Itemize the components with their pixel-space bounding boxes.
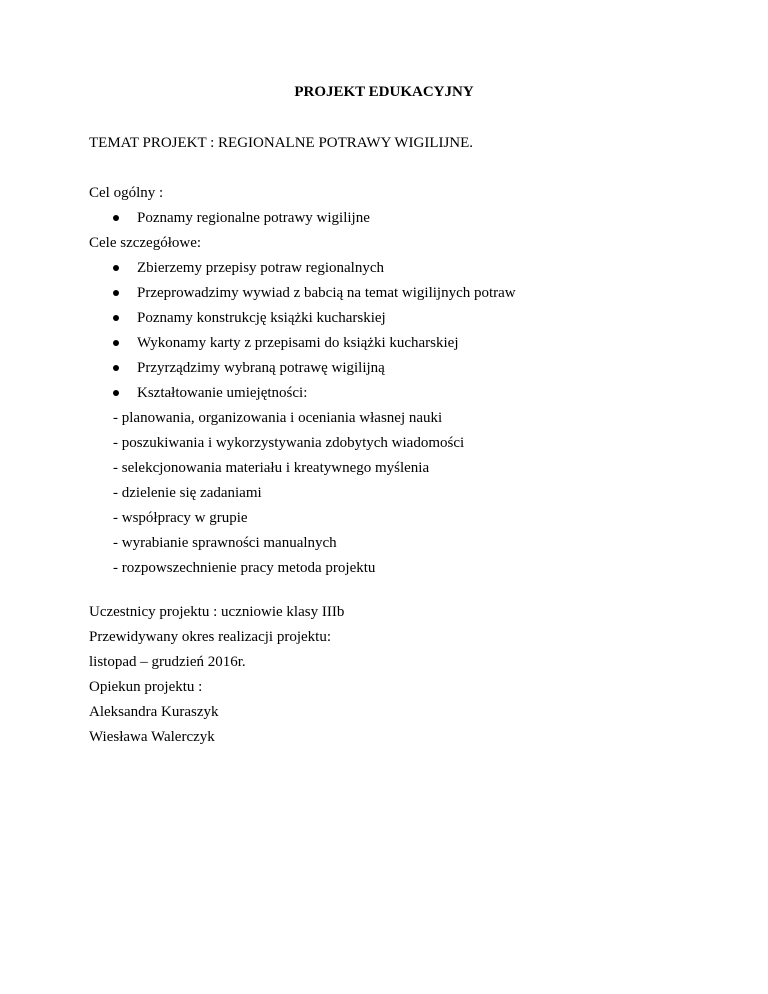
bullet-icon bbox=[113, 215, 119, 221]
project-topic: TEMAT PROJEKT : REGIONALNE POTRAWY WIGILIJNE. bbox=[89, 135, 474, 151]
participants: Uczestnicy projektu : uczniowie klasy IIIb bbox=[89, 604, 345, 620]
skill-item: - dzielenie się zadaniami bbox=[113, 485, 262, 501]
skill-item: - selekcjonowania materiału i kreatywnego myślenia bbox=[113, 460, 430, 476]
bullet-icon bbox=[113, 340, 119, 346]
bullet-icon bbox=[113, 365, 119, 371]
skill-item: - poszukiwania i wykorzystywania zdobytych wiadomości bbox=[113, 435, 465, 451]
bullet-icon bbox=[113, 290, 119, 296]
skill-item: - współpracy w grupie bbox=[113, 510, 248, 526]
general-goal-label: Cel ogólny : bbox=[89, 185, 164, 201]
document-page: PROJEKT EDUKACYJNY TEMAT PROJEKT : REGIONALNE POTRAWY WIGILIJNE. Cel ogólny : Poznamy regionalne potrawy wigilijne Cele szczegółowe: Zbierzemy przepisy potraw regionalnych Przeprowadzimy wywiad z babcią na temat wigilijnych potraw Poznamy konstrukcję książki kucharskiej Wykonamy karty z przepisami do książki kucharskiej Przyrządzimy wybraną potrawę wigilijną Kształtowanie umiejętności: - planowania, organizowania i oceniania własnej nauki - poszukiwania i wykorzystywania zdobytych wiadomości - selekcjonowania materiału i kreatywnego myślenia - dzielenie się zadaniami - współpracy w grupie - wyrabianie sprawności manualnych - rozpowszechnienie pracy metoda projektu Uczestnicy projektu : uczniowie klasy IIIb Przewidywany okres realizacji projektu: listopad – grudzień 2016r. Opiekun projektu : Aleksandra Kuraszyk Wiesława Walerczyk bbox=[0, 0, 768, 994]
skill-item: - rozpowszechnienie pracy metoda projektu bbox=[113, 560, 376, 576]
bullet-icon bbox=[113, 265, 119, 271]
bullet-icon bbox=[113, 315, 119, 321]
supervisor-name: Aleksandra Kuraszyk bbox=[89, 704, 219, 720]
supervisor-label: Opiekun projektu : bbox=[89, 679, 203, 695]
document-title: PROJEKT EDUKACYJNY bbox=[294, 84, 474, 100]
skill-item: - wyrabianie sprawności manualnych bbox=[113, 535, 337, 551]
period-value: listopad – grudzień 2016r. bbox=[89, 654, 246, 670]
skill-item: - planowania, organizowania i oceniania własnej nauki bbox=[113, 410, 443, 426]
bullet-icon bbox=[113, 390, 119, 396]
specific-goals-label: Cele szczegółowe: bbox=[89, 235, 202, 251]
period-label: Przewidywany okres realizacji projektu: bbox=[89, 629, 331, 645]
supervisor-name: Wiesława Walerczyk bbox=[89, 729, 215, 745]
